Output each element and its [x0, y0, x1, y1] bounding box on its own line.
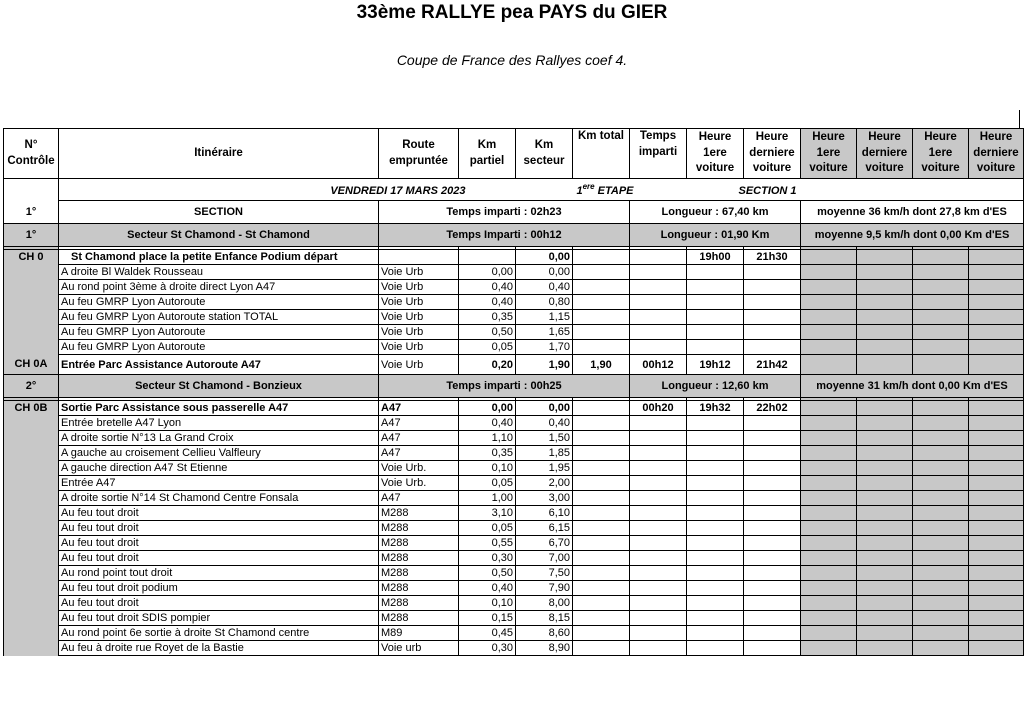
table-row: [4, 581, 1024, 596]
table-row: [4, 491, 1024, 506]
header-itineraire: Itinéraire: [59, 129, 379, 179]
km-partiel-cell: 0,35: [459, 446, 516, 461]
table-row: [4, 461, 1024, 476]
km-partiel-cell: 0,50: [459, 566, 516, 581]
km-secteur-cell: 8,00: [516, 596, 573, 611]
control-code: CH 0A: [4, 355, 59, 375]
table-row: [4, 626, 1024, 641]
km-secteur-cell: 6,70: [516, 536, 573, 551]
km-partiel-cell: 0,55: [459, 536, 516, 551]
route-cell: Voie Urb: [379, 295, 459, 310]
km-secteur-cell: 0,40: [516, 416, 573, 431]
table-row: [4, 265, 1024, 280]
control-label: St Chamond place la petite Enfance Podium départ: [59, 250, 379, 265]
secteur-longueur: Longueur : 12,60 km: [630, 375, 801, 398]
table-row: [4, 280, 1024, 295]
km-partiel-cell: 1,10: [459, 431, 516, 446]
table-row: [4, 596, 1024, 611]
table-row: [4, 325, 1024, 340]
secteur-2-row: [4, 375, 1024, 398]
section-longueur: Longueur : 67,40 km: [630, 201, 801, 224]
table-row: [4, 446, 1024, 461]
km-partiel-cell: 0,15: [459, 611, 516, 626]
itineraire-cell: Au feu tout droit: [59, 551, 379, 566]
itineraire-cell: Au feu GMRP Lyon Autoroute: [59, 295, 379, 310]
itineraire-cell: A droite Bl Waldek Rousseau: [59, 265, 379, 280]
route-cell: A47: [379, 491, 459, 506]
km-partiel-cell: 0,30: [459, 641, 516, 656]
itineraire-cell: Au feu GMRP Lyon Autoroute: [59, 325, 379, 340]
itineraire-cell: Au rond point 3ème à droite direct Lyon A47: [59, 280, 379, 295]
route-cell: Voie Urb: [379, 280, 459, 295]
km-secteur-cell: 0,40: [516, 280, 573, 295]
km-secteur-cell: 6,15: [516, 521, 573, 536]
km-partiel-cell: 0,35: [459, 310, 516, 325]
secteur-longueur: Longueur : 01,90 Km: [630, 224, 801, 247]
itineraire-cell: Au feu GMRP Lyon Autoroute station TOTAL: [59, 310, 379, 325]
header-row: [4, 129, 1024, 179]
km-secteur-cell: 0,80: [516, 295, 573, 310]
section-number: 1°: [4, 201, 59, 224]
itineraire-cell: Au rond point 6e sortie à droite St Chamond centre: [59, 626, 379, 641]
table-row: [4, 295, 1024, 310]
header-heure-5: Heure 1ere voiture: [913, 129, 969, 179]
table-row: [4, 431, 1024, 446]
header-heure-1: Heure 1ere voiture: [687, 129, 744, 179]
table-row: [4, 506, 1024, 521]
km-partiel-cell: 0,40: [459, 416, 516, 431]
itineraire-cell: Au feu tout droit: [59, 596, 379, 611]
km-partiel-cell: 3,10: [459, 506, 516, 521]
header-route: Route empruntée: [379, 129, 459, 179]
secteur-temps: Temps Imparti : 00h12: [379, 224, 630, 247]
route-cell: M89: [379, 626, 459, 641]
route-cell: Voie Urb: [379, 310, 459, 325]
secteur-label: Secteur St Chamond - Bonzieux: [59, 375, 379, 398]
route-cell: M288: [379, 506, 459, 521]
route-cell: Voie Urb: [379, 265, 459, 280]
km-partiel-cell: 0,40: [459, 280, 516, 295]
itineraire-cell: Au feu tout droit: [59, 536, 379, 551]
table-row: [4, 611, 1024, 626]
km-secteur-cell: 6,10: [516, 506, 573, 521]
route-cell: A47: [379, 416, 459, 431]
km-partiel-cell: 0,30: [459, 551, 516, 566]
route-cell: M288: [379, 581, 459, 596]
km-secteur-cell: 3,00: [516, 491, 573, 506]
route-cell: M288: [379, 521, 459, 536]
header-heure-3: Heure 1ere voiture: [801, 129, 857, 179]
itineraire-cell: A droite sortie N°14 St Chamond Centre Fonsala: [59, 491, 379, 506]
header-controle: N° Contrôle: [4, 129, 59, 179]
page-subtitle: Coupe de France des Rallyes coef 4.: [396, 52, 628, 68]
itineraire-cell: Au feu tout droit: [59, 521, 379, 536]
secteur-temps: Temps imparti : 00h25: [379, 375, 630, 398]
km-secteur-cell: 0,00: [516, 265, 573, 280]
table-row: [4, 310, 1024, 325]
header-km-total: Km total: [573, 129, 630, 179]
itineraire-cell: Au rond point tout droit: [59, 566, 379, 581]
secteur-label: Secteur St Chamond - St Chamond: [59, 224, 379, 247]
secteur-1-row: [4, 224, 1024, 247]
itineraire-cell: Au feu GMRP Lyon Autoroute: [59, 340, 379, 355]
route-cell: A47: [379, 446, 459, 461]
route-cell: Voie Urb.: [379, 461, 459, 476]
route-cell: Voie urb: [379, 641, 459, 656]
table-row: [4, 416, 1024, 431]
route-cell: M288: [379, 551, 459, 566]
km-secteur-cell: 1,95: [516, 461, 573, 476]
route-cell: M288: [379, 611, 459, 626]
km-secteur-cell: 2,00: [516, 476, 573, 491]
secteur-moyenne: moyenne 31 km/h dont 0,00 Km d'ES: [801, 375, 1024, 398]
page-title: 33ème RALLYE pea PAYS du GIER: [356, 2, 668, 23]
km-partiel-cell: 0,40: [459, 295, 516, 310]
control-label: Entrée Parc Assistance Autoroute A47: [59, 355, 379, 375]
control-row: CH 0B Sortie Parc Assistance sous passerelle A47 A47 0,00 0,00 00h20 19h32 22h02: [4, 401, 1024, 416]
km-secteur-cell: 8,15: [516, 611, 573, 626]
section-row: [4, 201, 1024, 224]
section-label: SECTION: [59, 201, 379, 224]
km-secteur-cell: 7,50: [516, 566, 573, 581]
secteur-number: 1°: [4, 224, 59, 247]
itineraire-cell: A gauche au croisement Cellieu Valfleury: [59, 446, 379, 461]
km-partiel-cell: 0,05: [459, 476, 516, 491]
km-secteur-cell: 1,50: [516, 431, 573, 446]
km-partiel-cell: 0,45: [459, 626, 516, 641]
header-km-secteur: Km secteur: [516, 129, 573, 179]
control-row: CH 0A Entrée Parc Assistance Autoroute A47 Voie Urb 0,20 1,90 1,90 00h12 19h12 21h42: [4, 355, 1024, 375]
km-secteur-cell: 7,90: [516, 581, 573, 596]
itineraire-cell: Au feu tout droit: [59, 506, 379, 521]
route-cell: M288: [379, 536, 459, 551]
route-cell: Voie Urb: [379, 325, 459, 340]
control-code: CH 0B: [4, 401, 59, 416]
secteur-number: 2°: [4, 375, 59, 398]
header-temps: Temps imparti: [630, 129, 687, 179]
header-heure-2: Heure derniere voiture: [744, 129, 801, 179]
secteur-moyenne: moyenne 9,5 km/h dont 0,00 Km d'ES: [801, 224, 1024, 247]
km-partiel-cell: 0,40: [459, 581, 516, 596]
itineraire-cell: Au feu tout droit podium: [59, 581, 379, 596]
itineraire-cell: A droite sortie N°13 La Grand Croix: [59, 431, 379, 446]
km-partiel-cell: 0,05: [459, 340, 516, 355]
table-row: [4, 566, 1024, 581]
km-secteur-cell: 1,65: [516, 325, 573, 340]
section-temps: Temps imparti : 02h23: [379, 201, 630, 224]
itineraire-cell: Entrée bretelle A47 Lyon: [59, 416, 379, 431]
section-moyenne: moyenne 36 km/h dont 27,8 km d'ES: [801, 201, 1024, 224]
table-row: [4, 641, 1024, 656]
table-row: [4, 340, 1024, 355]
km-secteur-cell: 8,90: [516, 641, 573, 656]
header-km-partiel: Km partiel: [459, 129, 516, 179]
control-code: CH 0: [4, 250, 59, 265]
km-partiel-cell: 0,10: [459, 461, 516, 476]
etape-row: [4, 179, 1024, 201]
km-secteur-cell: 1,70: [516, 340, 573, 355]
roadbook-table: [3, 128, 1024, 656]
divider: [1019, 110, 1020, 128]
itineraire-cell: Au feu à droite rue Royet de la Bastie: [59, 641, 379, 656]
route-cell: Voie Urb: [379, 340, 459, 355]
table-row: [4, 551, 1024, 566]
itineraire-cell: Entrée A47: [59, 476, 379, 491]
route-cell: A47: [379, 431, 459, 446]
km-partiel-cell: 0,05: [459, 521, 516, 536]
route-cell: M288: [379, 596, 459, 611]
route-cell: Voie Urb.: [379, 476, 459, 491]
km-secteur-cell: 1,85: [516, 446, 573, 461]
etape-banner: VENDREDI 17 MARS 2023 1ere ETAPE SECTION 1: [59, 179, 1024, 201]
itineraire-cell: A gauche direction A47 St Etienne: [59, 461, 379, 476]
header-heure-4: Heure derniere voiture: [857, 129, 913, 179]
km-partiel-cell: 0,00: [459, 265, 516, 280]
km-secteur-cell: 8,60: [516, 626, 573, 641]
table-row: [4, 521, 1024, 536]
route-cell: M288: [379, 566, 459, 581]
itineraire-cell: Au feu tout droit SDIS pompier: [59, 611, 379, 626]
header-heure-6: Heure derniere voiture: [969, 129, 1024, 179]
km-partiel-cell: 0,50: [459, 325, 516, 340]
km-secteur-cell: 1,15: [516, 310, 573, 325]
table-row: [4, 536, 1024, 551]
km-partiel-cell: 0,10: [459, 596, 516, 611]
km-partiel-cell: 1,00: [459, 491, 516, 506]
table-row: [4, 476, 1024, 491]
control-label: Sortie Parc Assistance sous passerelle A47: [59, 401, 379, 416]
control-row: CH 0 St Chamond place la petite Enfance Podium départ 0,00 19h00 21h30: [4, 250, 1024, 265]
km-secteur-cell: 7,00: [516, 551, 573, 566]
